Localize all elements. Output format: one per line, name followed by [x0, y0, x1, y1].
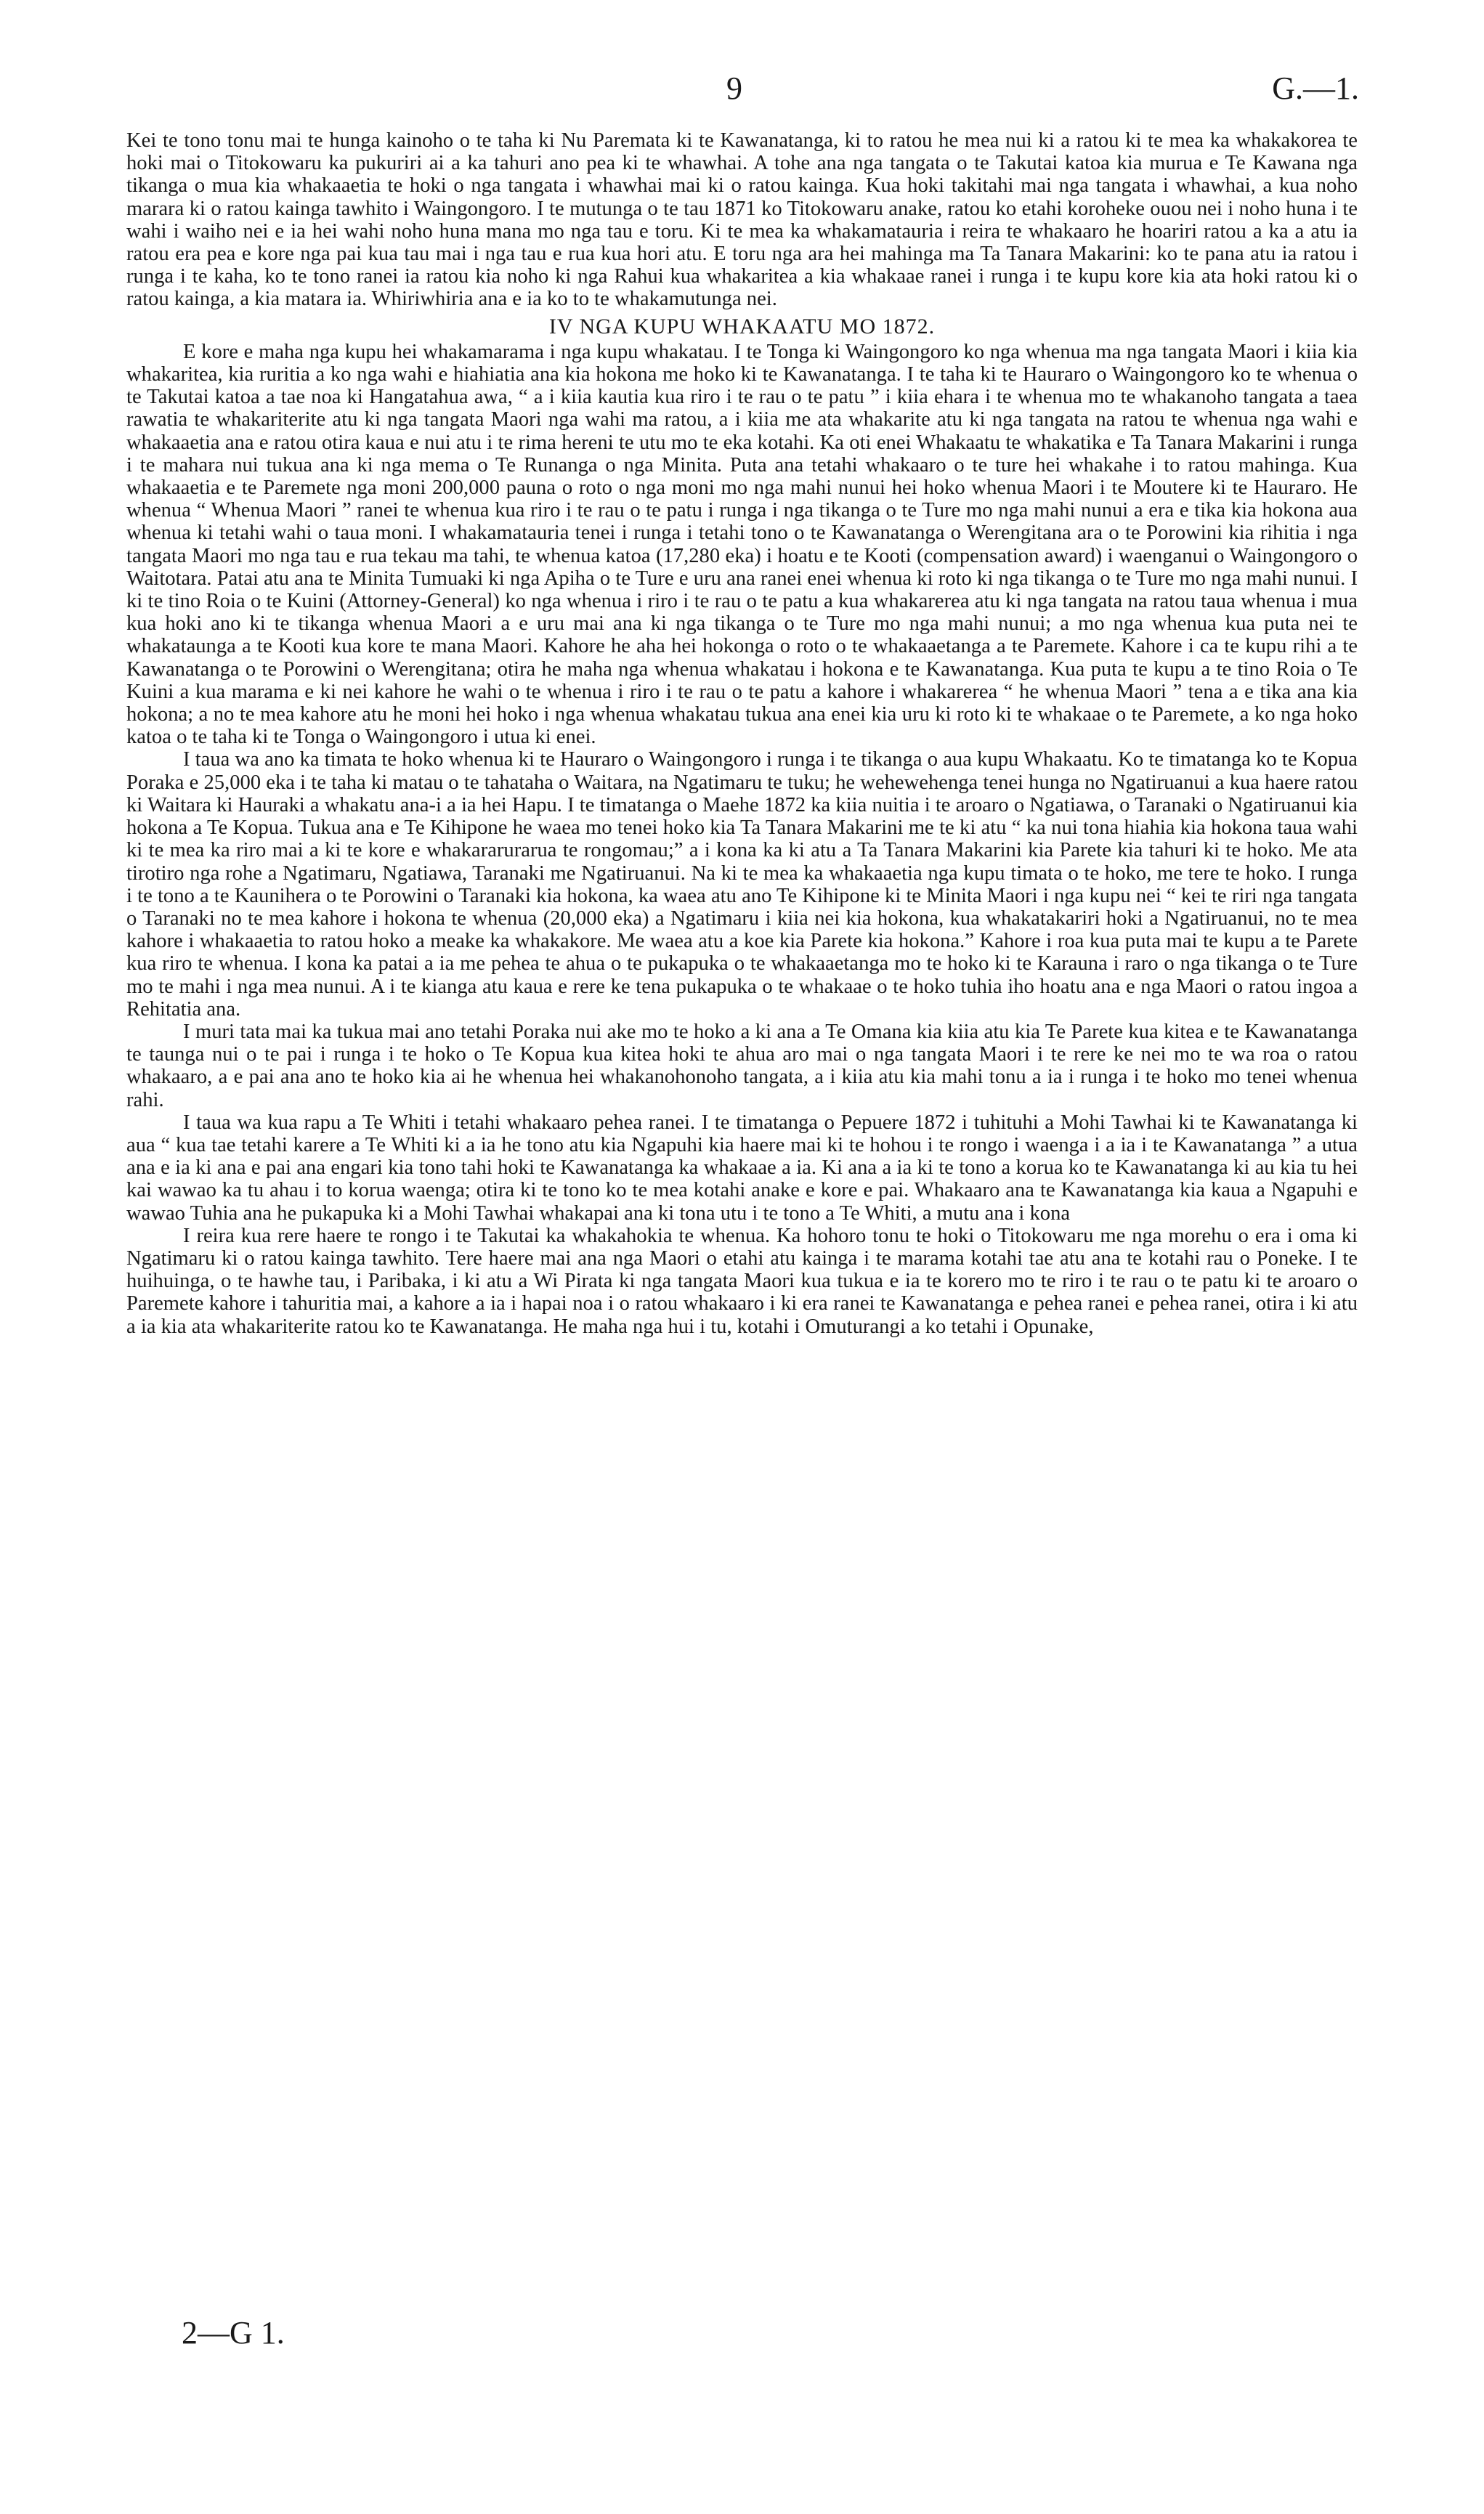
body-text — [126, 129, 1358, 1338]
page-number: 9 — [726, 70, 742, 106]
paragraph: E kore e maha nga kupu hei whakamarama i nga kupu whakatau. I te Tonga ki Waingongoro ko nga whenua ma nga tangata Maori i kiia kia whakaritea, kia ruritia a ko nga wahi e hiahiatia ana kia hokona me hoko ki te Kawanatanga. I te taha ki te Hauraro o Waingongoro ko te whenua o te Takutai katoa a tae noa ki Hangatahua awa, “ a i kiia kautia kua riro i te rau o te patu ” i kiia ehara i te whenua mo te whakanoho tangata a taea rawatia te whakariterite atu ki nga tangata Maori nga wahi ma ratou, a i kiia me ata whakarite atu ki nga tangata na ratou te whenua nga wahi e whakaaetia ana e ratou otira kaua e nui atu i te rima hereni te utu mo te eka kotahi. Ka oti enei Whakaatu te whakatika e Ta Tanara Makarini i runga i te mahara nui tukua ana ki nga mema o Te Runanga o nga Minita. Puta ana tetahi whakaaro o te ture hei whakahe i to ratou mahinga. Kua whakaaetia e te Paremete nga moni 200,000 pauna o roto o nga moni mo nga mahi nunui hei hoko whenua Maori i te Moutere ki te Hauraro. He whenua “ Whenua Maori ” ranei te whenua kua riro i te rau o te patu i runga i nga tikanga o te Ture mo nga mahi nunui a era e tika kia hokona aua whenua ki tetahi wahi o taua moni. I whakamatauria tenei i runga i tetahi tono o te Kawanatanga o Werengitana ara o te Porowini kia rihitia i nga tangata Maori mo nga tau e rua tekau ma tahi, te whenua katoa (17,280 eka) i hoatu e te Kooti (compensation award) i waenganui o Waingongoro o Waitotara. Patai atu ana te Minita Tumuaki ki nga Apiha o te Ture e uru ana ranei enei whenua ki roto ki nga tikanga o te Ture mo nga mahi nunui. I ki te tino Roia o te Kuini (Attorney-General) ko nga whenua i riro i te rau o te patu a kua whakarerea atu ki nga tangata na ratou taua whenua i mua kua hoki ano ki te tikanga whenua Maori a e uru mai ana ki nga tikanga o te Ture mo nga mahi nunui; a mo nga whenua kua puta nei te whakataunga a te Kooti kua kore te mana Maori. Kahore he aha hei hokonga o roto o te whakaaetanga a te Paremete. Kahore i ca te kupu rihi a te Kawanatanga o te Porowini o Werengitana; otira he maha nga whenua whakatau i hokona e te Kawanatanga. Kua puta te kupu a te tino Roia o Te Kuini a kua marama e ki nei kahore he wahi o te whenua i riro i te rau o te patu a kahore i whakarerea “ he whenua Maori ” tena a e tika ana kia hokona; a no te mea kahore atu he moni hei hoko i nga whenua whakatau tukua ana enei kia uru ki roto ki te whakaae o te Paremete, a ko nga hoko katoa o te taha ki te Tonga o Waingongoro i utua ki enei. — [126, 340, 1358, 749]
document-reference: G.—1. — [1272, 70, 1359, 106]
section-heading: IV NGA KUPU WHAKAATU MO 1872. — [548, 314, 936, 338]
paragraph: Kei te tono tonu mai te hunga kainoho o te taha ki Nu Paremata ki te Kawanatanga, ki to ratou he mea nui ki a ratou ki te mea ka whakakorea te hoki mai o Titokowaru ka pukuriri ai a ka tahuri ano pea ki te whawhai. A tohe ana nga tangata o te Takutai katoa kia murua e Te Kawana nga tikanga o mua kia whakaaetia te hoki o nga tangata i whawhai mai ki o ratou kainga. Kua hoki takitahi mai nga tangata i whawhai, a kua noho marara ki o ratou kainga tawhito i Waingongoro. I te mutunga o te tau 1871 ko Titokowaru anake, ratou ko etahi koroheke ouou nei i noho huna i te wahi i waiho nei e ia hei wahi noho huna mana mo nga tau e toru. Ki te mea ka whakamatauria i reira te whakaaro he hoariri ratou a ka a atu ia ratou era pea e kore nga pai kua tau mai i nga tau e rua kua hori atu. E toru nga ara hei mahinga ma Ta Tanara Makarini: ko te pana atu ia ratou i runga i te kaha, ko te tono ranei ia ratou kia noho ki nga Rahui kua whakaritea a kia whakaae ranei i runga i te kupu kore kia ata hoki ratou ki o ratou kainga, a kia matara ia. Whiriwhiria ana e ia ko to te whakamutunga nei. — [126, 129, 1358, 311]
paragraph: I muri tata mai ka tukua mai ano tetahi Poraka nui ake mo te hoko a ki ana a Te Omana kia kiia atu kia Te Parete kua kitea e te Kawanatanga te taunga nui o te pai i runga i te hoko o Te Kopua kua kitea hoki te ahua aro mai o nga tangata Maori i te rere ke nei mo te wa roa o ratou whakaaro, a e pai ana ano te hoko kia ai he whenua hei whakanohonoho tangata, a i kiia atu kia mahi tonu a ia i runga i te hoko mo tenei whenua rahi. — [126, 1020, 1358, 1111]
paragraph: I reira kua rere haere te rongo i te Takutai ka whakahokia te whenua. Ka hohoro tonu te hoki o Titokowaru me nga morehu o era i oma ki Ngatimaru ki o ratou kainga tawhito. Tere haere mai ana nga Maori o etahi atu kainga i te marama kotahi tae atu ana te kotahi rau o Poneke. I te huihuinga, o te hawhe tau, i Paribaka, i ki atu a Wi Pirata ki nga tangata Maori kua tukua e ia te korero mo te riro i te rau o te patu ki te aroaro o Paremete kahore i tahuritia mai, a kahore a ia i hapai noa i o ratou whakaaro i ki era ranei te Kawanatanga e pehea ranei e pehea ranei, otira i ki atu a ia kia ata whakariterite ratou ko te Kawanatanga. He maha nga hui i tu, kotahi i Omuturangi a ko tetahi i Opunake, — [126, 1224, 1358, 1338]
paragraph: I taua wa ano ka timata te hoko whenua ki te Hauraro o Waingongoro i runga i te tikanga o aua kupu Whakaatu. Ko te timatanga ko te Kopua Poraka e 25,000 eka i te taha ki matau o te tahataha o Waitara, na Ngatimaru te tuku; he wehewehenga tenei hunga no Ngatiruanui a kua haere ratou ki Waitara ki Hauraki a whakatu ana-i a ia hei Hapu. I te timatanga o Maehe 1872 ka kiia nuitia i te aroaro o Ngatiawa, o Taranaki o Ngatiruanui kia hokona a Te Kopua. Tukua ana e Te Kihipone he waea mo tenei hoko kia Ta Tanara Makarini me te ki atu “ ka nui tona hiahia kia hokona taua wahi ki te mea ka riro mai a ki te kore e whakararurarua te rongomau;” a i kona ka ki atu a Ta Tanara Makarini kia Parete kia tahuri ki te hoko. Me ata tirotiro nga rohe a Ngatimaru, Ngatiawa, Taranaki me Ngatiruanui. Na ki te mea ka whakaaetia nga kupu timata o te hoko, me tere te hoko. I runga i te tono a te Kaunihera o te Porowini o Taranaki kia hokona, ka waea atu ano Te Kihipone ki te Minita Maori i nga kupu nei “ kei te riri nga tangata o Taranaki no te mea kahore i hokona te whenua (20,000 eka) a Ngatimaru i kiia nei kia hokona, kua whakatakariri hoki a Ngatiruanui, no te mea kahore i whakaaetia to ratou hoko a meake ka whakakore. Me waea atu a koe kia Parete kia hokona.” Kahore i roa kua puta mai te kupu a te Parete kua riro te whenua. I kona ka patai a ia me pehea te ahua o te pukapuka o te whakaaetanga mo te hoko ki te Karauna i raro o nga tikanga o te Ture mo te mahi i nga mea nunui. A i te kianga atu kaua e rere ke tena pukapuka o te whakaae o te hoko tuhia iho hoatu ana e nga Maori o ratou ingoa a Rehitatia ana. — [126, 748, 1358, 1021]
signature-mark: 2—G 1. — [182, 2315, 285, 2351]
paragraph: I taua wa kua rapu a Te Whiti i tetahi whakaaro pehea ranei. I te timatanga o Pepuere 1872 i tuhituhi a Mohi Tawhai ki te Kawanatanga ki aua “ kua tae tetahi karere a Te Whiti ki a ia he tono atu kia Ngapuhi kia haere mai ki te hohou i te rongo i waenga i a ia i te Kawanatanga ” a utua ana e ia ki ana e pai ana engari kia tono tahi hoki te Kawanatanga ka whakaae a ia. Ki ana a ia ki te tono a korua ko te Kawanatanga ki au kia tu hei kai wawao ka tu ahau i to korua waenga; otira ki te tono ko te mea kotahi anake e kore e pai. Whakaaro ana te Kawanatanga kia kaua a Ngapuhi e wawao Tuhia ana he pukapuka ki a Mohi Tawhai whakapai ana ki tona utu i te tono a Te Whiti, a mutu ana i kona — [126, 1111, 1358, 1225]
